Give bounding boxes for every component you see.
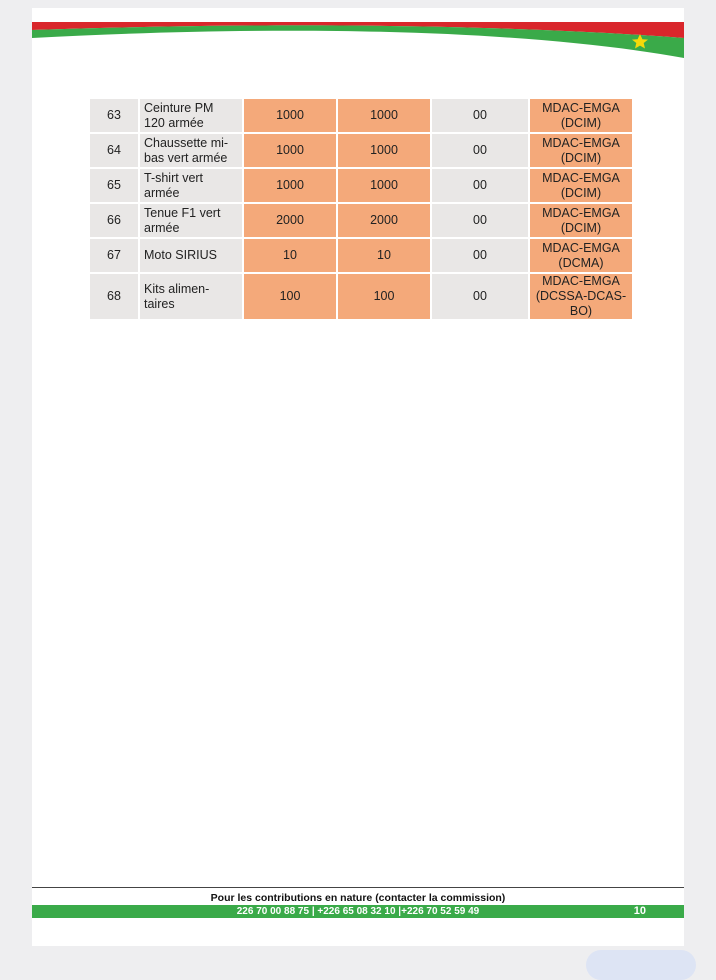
item-name-cell-line: T-shirt vert [144,170,204,185]
quantity-requested-cell: 1000 [244,169,336,202]
footer-contributions-note: Pour les contributions en nature (contacter la commission) [210,892,506,904]
recipient-cell [530,169,632,202]
item-number-cell: 68 [90,274,138,319]
quantity-remaining-cell: 00 [432,169,528,202]
recipient-cell [530,99,632,132]
quantity-requested-cell: 1000 [244,134,336,167]
recipient-cell [530,274,632,319]
item-name-cell-line: Kits alimen- [144,281,210,296]
quantity-remaining-cell: 00 [432,99,528,132]
table-row [90,134,632,167]
item-name-cell-line: Chaussette mi- [144,135,229,150]
item-name-cell-line: Ceinture PM [144,100,214,115]
recipient-cell-line: MDAC-EMGA [542,135,620,150]
item-number-cell: 66 [90,204,138,237]
items-table [88,97,634,321]
header-band [32,8,684,68]
table-row [90,274,632,319]
page-number: 10 [633,905,646,917]
recipient-cell-line: (DCIM) [560,220,602,235]
quantity-received-cell: 1000 [338,169,430,202]
recipient-cell-line: (DCMA) [558,255,604,270]
item-name-cell-line: 120 armée [144,115,204,130]
recipient-cell-line: (DCIM) [560,115,602,130]
footer-phone-numbers: 226 70 00 88 75 | +226 65 08 32 10 |+226 70 52 59 49 [236,906,480,917]
recipient-cell-line: (DCIM) [560,185,602,200]
item-name-cell [140,239,242,272]
item-name-cell-line: armée [144,220,180,235]
scroll-to-top-button[interactable] [586,950,696,980]
recipient-cell-line: MDAC-EMGA [542,240,620,255]
table-row [90,99,632,132]
item-name-cell [140,99,242,132]
table-row [90,204,632,237]
quantity-remaining-cell: 00 [432,274,528,319]
footer-bar [32,905,684,918]
item-name-cell [140,169,242,202]
item-number-cell: 64 [90,134,138,167]
quantity-received-cell: 2000 [338,204,430,237]
item-name-cell-line: Tenue F1 vert [144,205,221,220]
quantity-requested-cell: 100 [244,274,336,319]
document-page [32,8,684,946]
quantity-requested-cell: 1000 [244,99,336,132]
recipient-cell-line: MDAC-EMGA [542,205,620,220]
quantity-remaining-cell: 00 [432,204,528,237]
quantity-requested-cell: 2000 [244,204,336,237]
footer-divider [32,887,684,888]
table-row [90,169,632,202]
item-name-cell-line: armée [144,185,180,200]
item-name-cell [140,274,242,319]
quantity-received-cell: 1000 [338,99,430,132]
item-name-cell [140,204,242,237]
quantity-received-cell: 1000 [338,134,430,167]
table-body [90,99,632,319]
recipient-cell-line: BO) [569,304,593,318]
item-name-cell [140,134,242,167]
recipient-cell-line: MDAC-EMGA [542,274,620,288]
recipient-cell-line: MDAC-EMGA [542,100,620,115]
recipient-cell [530,134,632,167]
item-name-cell-line: taires [144,296,175,311]
recipient-cell [530,204,632,237]
item-name-cell-line: Moto SIRIUS [144,248,217,262]
recipient-cell-line: MDAC-EMGA [542,170,620,185]
recipient-cell [530,239,632,272]
quantity-remaining-cell: 00 [432,134,528,167]
item-name-cell-line: bas vert armée [144,150,228,165]
item-number-cell: 67 [90,239,138,272]
quantity-received-cell: 100 [338,274,430,319]
quantity-requested-cell: 10 [244,239,336,272]
item-number-cell: 63 [90,99,138,132]
recipient-cell-line: (DCSSA-DCAS- [535,289,627,303]
quantity-received-cell: 10 [338,239,430,272]
item-number-cell: 65 [90,169,138,202]
table-row [90,239,632,272]
recipient-cell-line: (DCIM) [560,150,602,165]
quantity-remaining-cell: 00 [432,239,528,272]
